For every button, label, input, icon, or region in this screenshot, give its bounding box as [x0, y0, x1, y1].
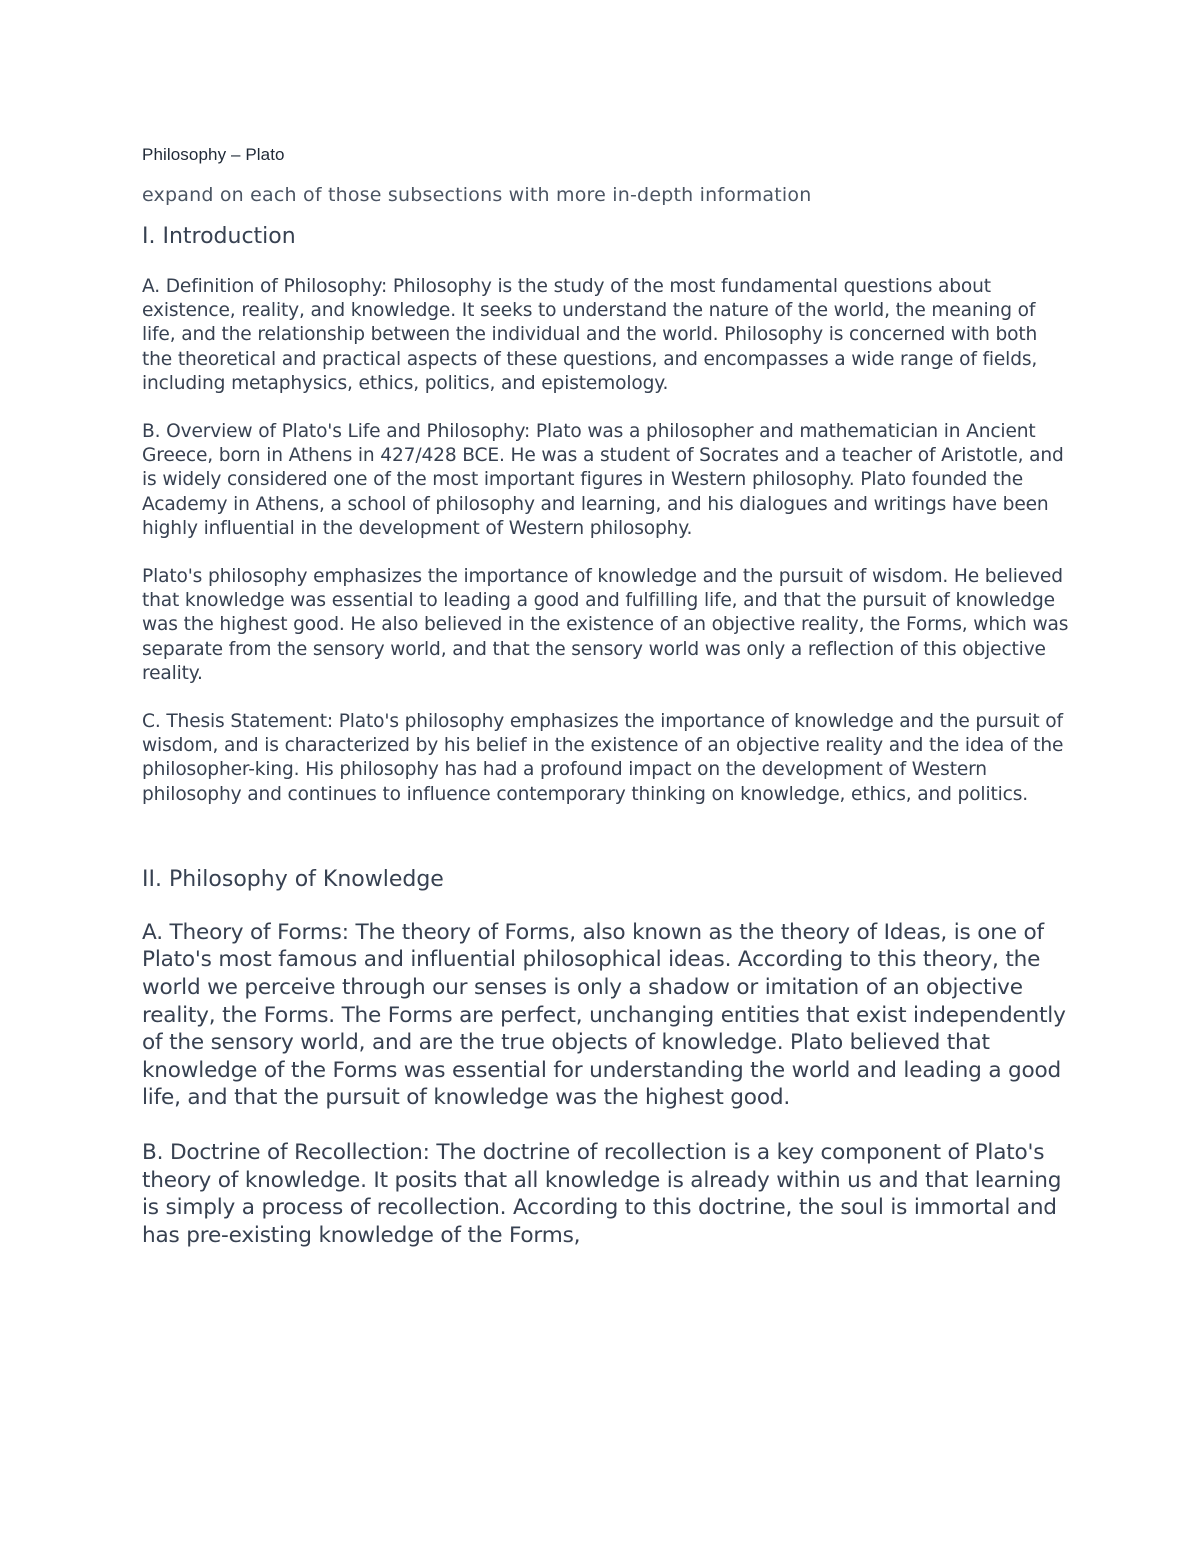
paragraph-plato-philosophy: Plato's philosophy emphasizes the importance of knowledge and the pursuit of wisdom. He believed that knowledge was essential to leading a good and fulfilling life, and that the pursuit of knowledge was the highest good. He also believed in the existence of an objective reality, the Forms, which was separate from the sensory world, and that the sensory world was only a reflection of this objective reality. — [142, 566, 1069, 684]
document-body — [142, 143, 1072, 1276]
paragraph-theory-of-forms: A. Theory of Forms: The theory of Forms, also known as the theory of Ideas, is one of Plato's most famous and influential philosophical ideas. According to this theory, the world we perceive through our senses is only a shadow or imitation of an objective reality, the Forms. The Forms are perfect, unchanging entities that exist independently of the sensory world, and are the true objects of knowledge. Plato believed that knowledge of the Forms was essential for understanding the world and leading a good life, and that the pursuit of knowledge was the highest good. — [142, 919, 1066, 1111]
section-heading-philosophy-of-knowledge: II. Philosophy of Knowledge — [142, 866, 444, 892]
section-heading-introduction: I. Introduction — [142, 224, 296, 249]
paragraph-definition-of-philosophy: A. Definition of Philosophy: Philosophy is the study of the most fundamental questions about existence, reality, and knowledge. It seeks to understand the nature of the world, the meaning of life, and the relationship between the individual and the world. Philosophy is concerned with both the theoretical and practical aspects of these questions, and encompasses a wide range of fields, including metaphysics, ethics, politics, and epistemology. — [142, 276, 1038, 394]
document-title: Philosophy – Plato — [142, 145, 285, 164]
paragraph-thesis-statement: C. Thesis Statement: Plato's philosophy emphasizes the importance of knowledge and the pursuit of wisdom, and is characterized by his belief in the existence of an objective reality and the idea of the philosopher-king. His philosophy has had a profound impact on the development of Western philosophy and continues to influence contemporary thinking on knowledge, ethics, and politics. — [142, 711, 1064, 805]
paragraph-overview-of-plato: B. Overview of Plato's Life and Philosophy: Plato was a philosopher and mathematician in Ancient Greece, born in Athens in 427/428 BCE. He was a student of Socrates and a teacher of Aristotle, and is widely considered one of the most important figures in Western philosophy. Plato founded the Academy in Athens, a school of philosophy and learning, and his dialogues and writings have been highly influential in the development of Western philosophy. — [142, 421, 1064, 539]
prompt-text: expand on each of those subsections with more in-depth information — [142, 184, 812, 206]
paragraph-doctrine-of-recollection: B. Doctrine of Recollection: The doctrine of recollection is a key component of Plato's theory of knowledge. It posits that all knowledge is already within us and that learning is simply a process of recollection. According to this doctrine, the soul is immortal and has pre-existing knowledge of the Forms, — [142, 1140, 1062, 1248]
